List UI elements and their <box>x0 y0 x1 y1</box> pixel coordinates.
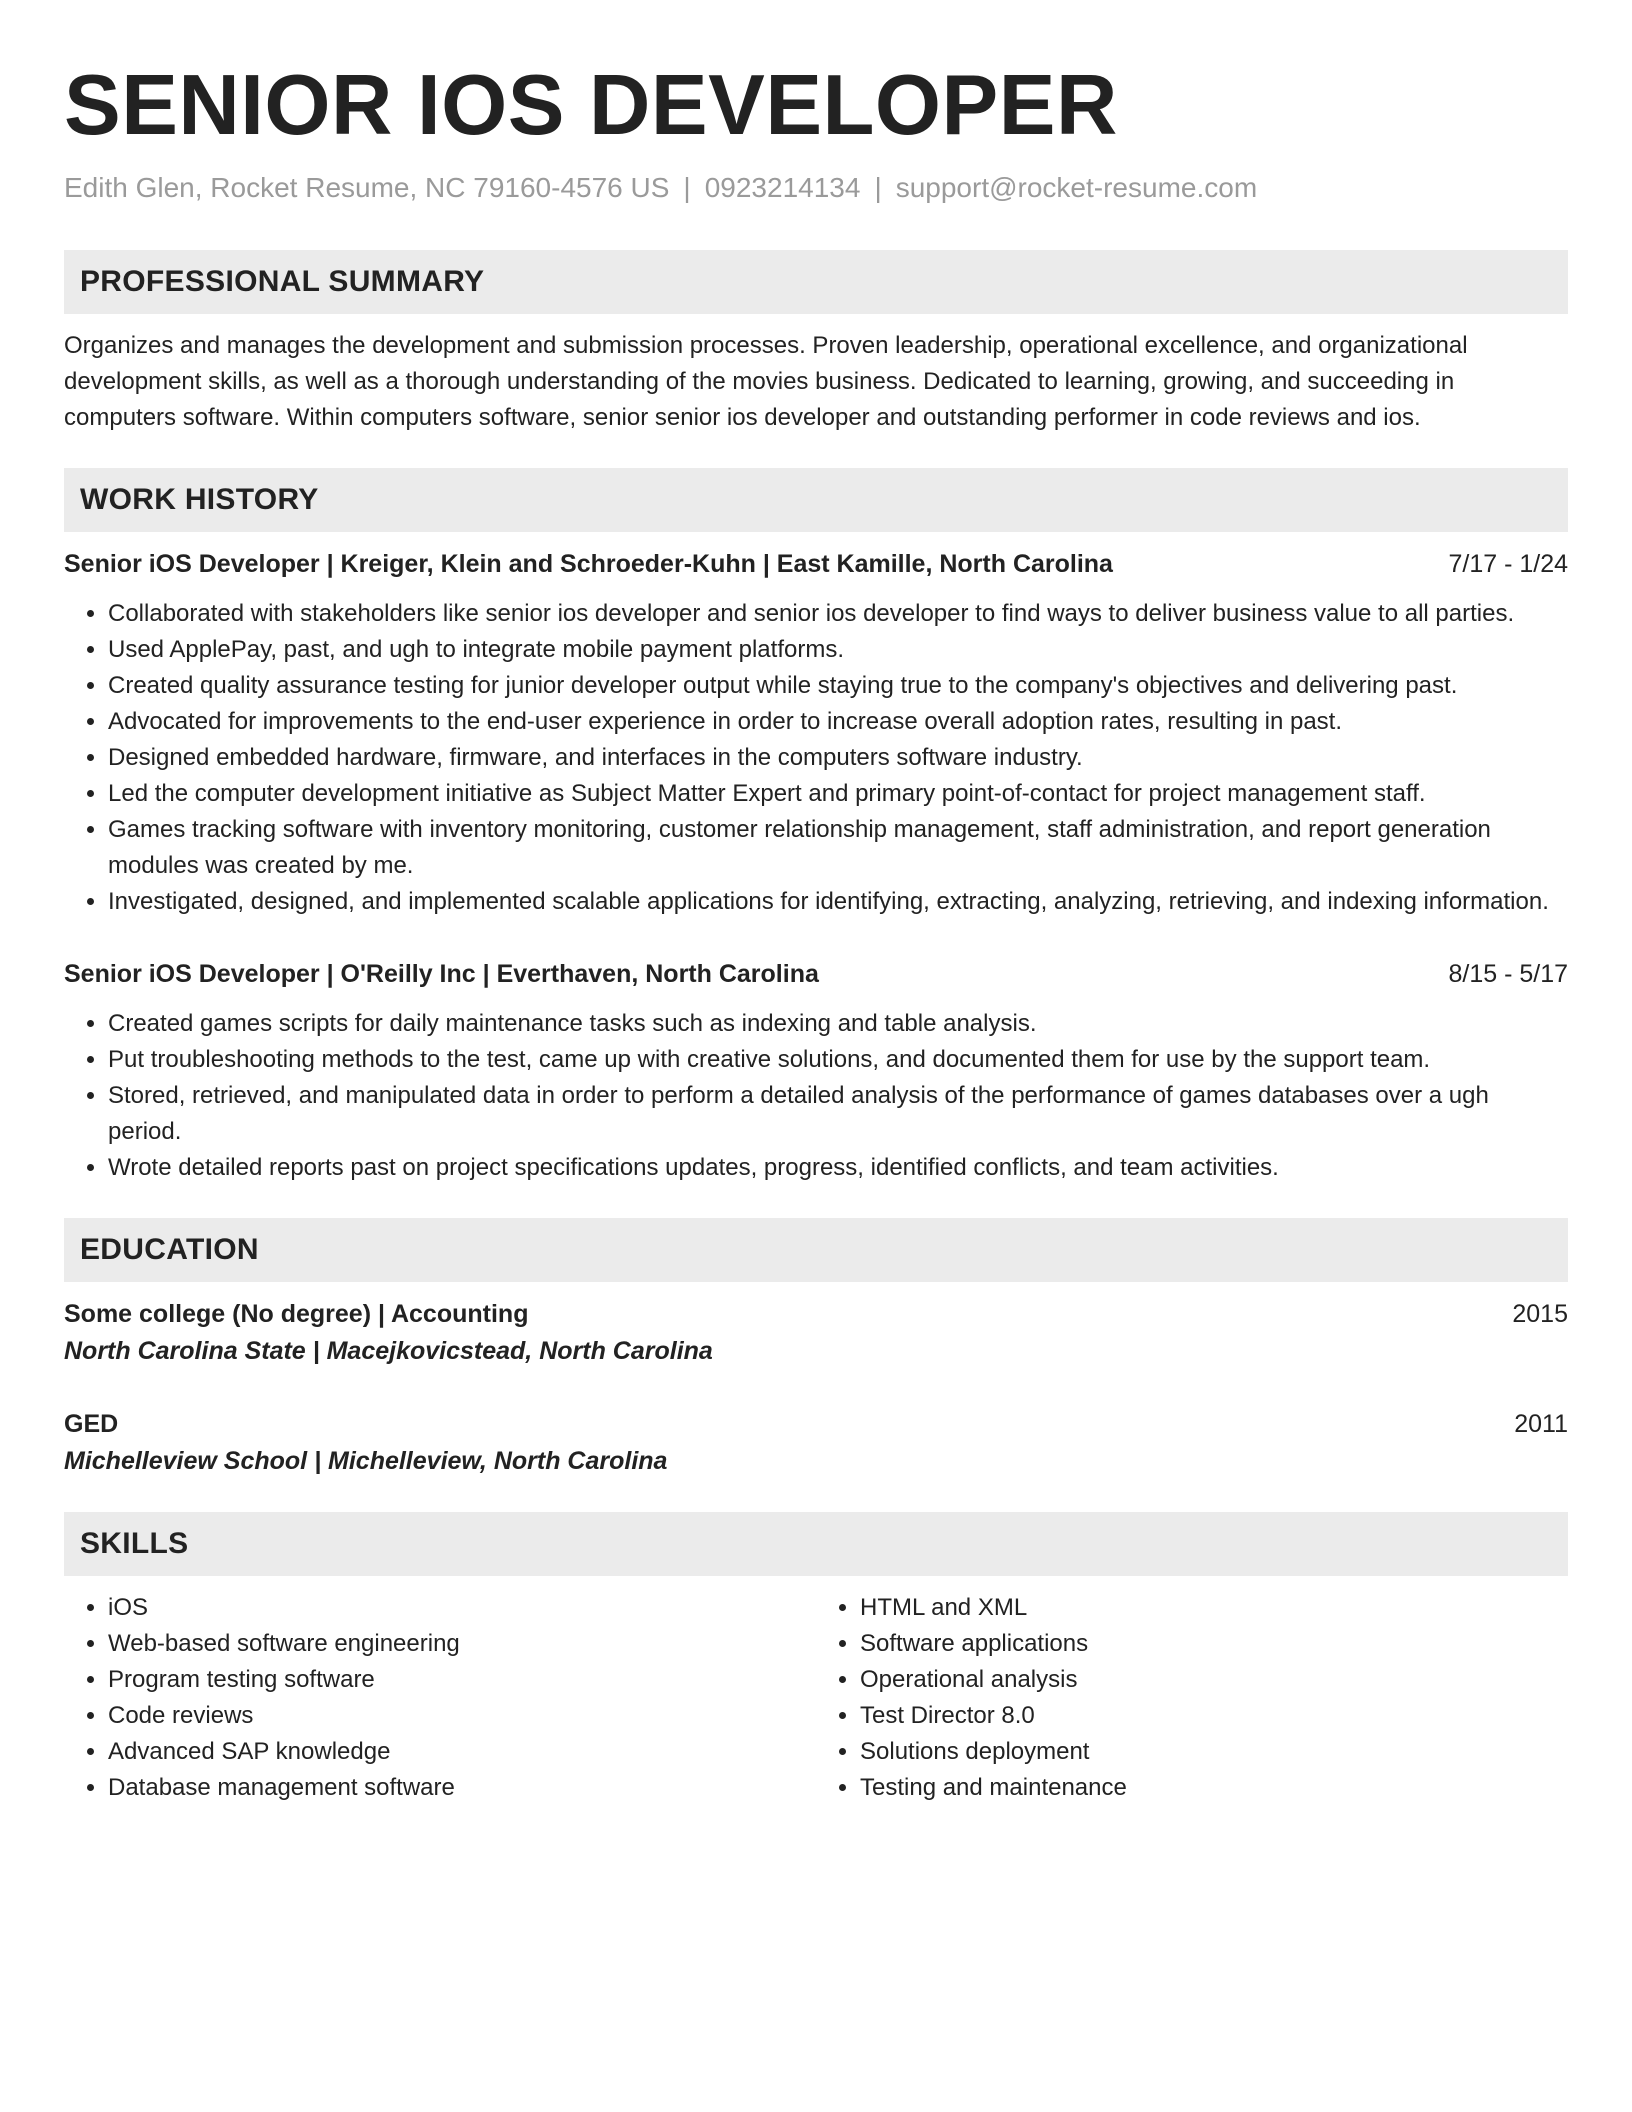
summary-text: Organizes and manages the development and submission processes. Proven leadership, operational excellence, and organizational development skills, as well as a thorough understanding of the movies business. Dedicated to learning, growing, and succeeding in computers software. Within computers software, senior senior ios developer and outstanding performer in code reviews and ios. <box>64 332 1468 431</box>
job-bullet: • Advocated for improvements to the end-user experience in order to increase overall adoption rates, resulting in past. <box>108 704 1568 740</box>
contact-line <box>64 168 1568 208</box>
skill-item: • Web-based software engineering <box>108 1626 816 1662</box>
job-bullet: • Collaborated with stakeholders like senior ios developer and senior ios developer to find ways to deliver business value to all parties. <box>108 596 1568 632</box>
job-bullets <box>64 1006 1568 1186</box>
education-school: Michelleview School | Michelleview, North Carolina <box>64 1447 668 1475</box>
job-header <box>64 956 1568 992</box>
education-entry <box>64 1296 1568 1370</box>
job-bullet: • Games tracking software with inventory monitoring, customer relationship management, staff administration, and report generation modules was created by me. <box>108 812 1568 884</box>
section-header-work-history: WORK HISTORY <box>64 468 1568 532</box>
contact-separator: | <box>683 172 691 203</box>
section-header-skills: SKILLS <box>64 1512 1568 1576</box>
job-dates: 8/15 - 5/17 <box>1448 960 1568 988</box>
job-bullet: • Put troubleshooting methods to the test, came up with creative solutions, and documented them for use by the support team. <box>108 1042 1568 1078</box>
job-entry <box>64 546 1568 920</box>
skill-item: • Test Director 8.0 <box>860 1698 1568 1734</box>
skill-item: • Code reviews <box>108 1698 816 1734</box>
job-bullet: • Stored, retrieved, and manipulated data in order to perform a detailed analysis of the performance of games databases over a ugh period. <box>108 1078 1568 1150</box>
skill-item: • Database management software <box>108 1770 816 1806</box>
skill-item: • Program testing software <box>108 1662 816 1698</box>
job-title: Senior iOS Developer | Kreiger, Klein and Schroeder-Kuhn | East Kamille, North Carolina <box>64 550 1113 578</box>
skill-item: • HTML and XML <box>860 1590 1568 1626</box>
skill-item: • Operational analysis <box>860 1662 1568 1698</box>
skills-column-left <box>64 1590 816 1806</box>
job-title: Senior iOS Developer | O'Reilly Inc | Everthaven, North Carolina <box>64 960 819 988</box>
skills-column-right <box>816 1590 1568 1806</box>
job-bullet: • Wrote detailed reports past on project specifications updates, progress, identified conflicts, and team activities. <box>108 1150 1568 1186</box>
job-bullet: • Created quality assurance testing for junior developer output while staying true to the company's objectives and delivering past. <box>108 668 1568 704</box>
job-dates: 7/17 - 1/24 <box>1448 550 1568 578</box>
job-header <box>64 546 1568 582</box>
skill-item: • iOS <box>108 1590 816 1626</box>
job-bullets <box>64 596 1568 920</box>
job-bullet: • Created games scripts for daily maintenance tasks such as indexing and table analysis. <box>108 1006 1568 1042</box>
education-school: North Carolina State | Macejkovicstead, North Carolina <box>64 1337 713 1365</box>
education-header <box>64 1406 1568 1442</box>
section-header-summary: PROFESSIONAL SUMMARY <box>64 250 1568 314</box>
contact-phone: 0923214134 <box>704 172 861 203</box>
job-bullet: • Used ApplePay, past, and ugh to integrate mobile payment platforms. <box>108 632 1568 668</box>
education-year: 2015 <box>1512 1300 1568 1328</box>
job-bullet: • Designed embedded hardware, firmware, and interfaces in the computers software industry. <box>108 740 1568 776</box>
contact-address: Edith Glen, Rocket Resume, NC 79160-4576 US <box>64 172 670 203</box>
skill-item: • Solutions deployment <box>860 1734 1568 1770</box>
skill-item: • Software applications <box>860 1626 1568 1662</box>
contact-separator: | <box>874 172 882 203</box>
resume-title: SENIOR IOS DEVELOPER <box>64 58 1118 153</box>
skill-item: • Testing and maintenance <box>860 1770 1568 1806</box>
education-year: 2011 <box>1514 1410 1568 1438</box>
education-entry <box>64 1406 1568 1480</box>
education-header <box>64 1296 1568 1332</box>
education-degree: Some college (No degree) | Accounting <box>64 1300 529 1328</box>
skills-list <box>64 1590 1568 1806</box>
job-entry <box>64 956 1568 1186</box>
skill-item: • Advanced SAP knowledge <box>108 1734 816 1770</box>
job-bullet: • Investigated, designed, and implemented scalable applications for identifying, extracting, analyzing, retrieving, and indexing information. <box>108 884 1568 920</box>
section-header-education: EDUCATION <box>64 1218 1568 1282</box>
job-bullet: • Led the computer development initiative as Subject Matter Expert and primary point-of-contact for project management staff. <box>108 776 1568 812</box>
contact-email: support@rocket-resume.com <box>895 172 1258 203</box>
education-degree: GED <box>64 1410 119 1438</box>
